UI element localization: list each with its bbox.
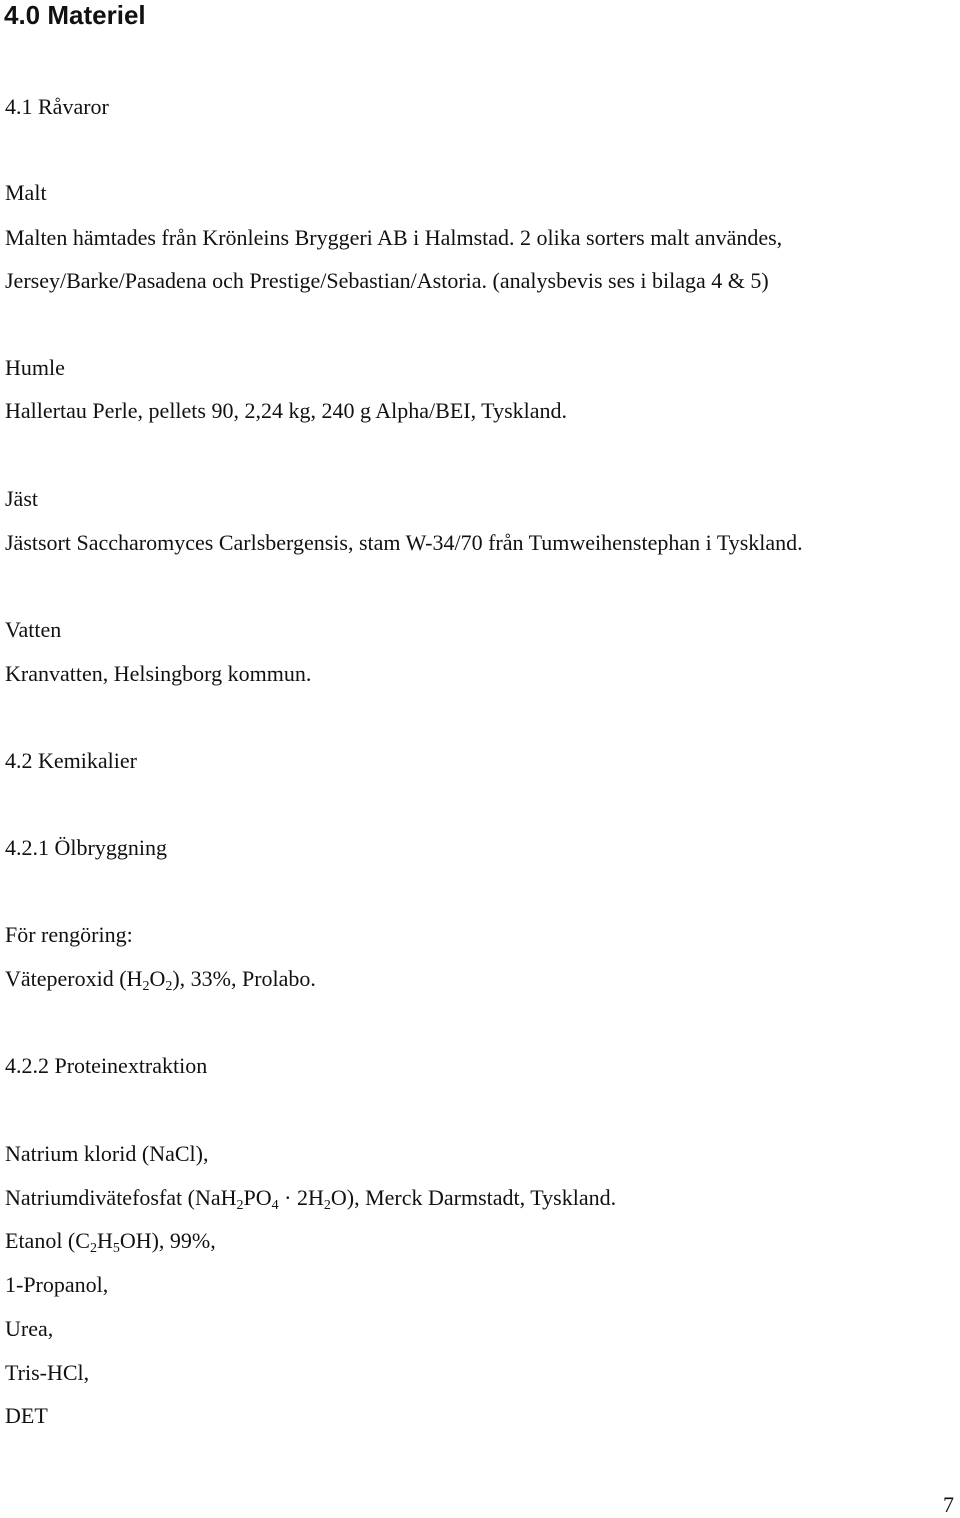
ethanol-text-2: H <box>96 1228 113 1253</box>
h2o2-subscript-b: 2 <box>165 979 173 994</box>
phosphate-subscript-2: 4 <box>271 1198 279 1213</box>
phosphate-subscript-1: 2 <box>236 1198 244 1213</box>
vatten-label: Vatten <box>5 617 62 642</box>
phosphate-text-1: Natriumdivätefosfat (NaH <box>5 1185 237 1210</box>
phosphate-text-2: PO <box>243 1185 272 1210</box>
page-number: 7 <box>943 1492 954 1517</box>
phosphate-text-4: O), Merck Darmstadt, Tyskland. <box>330 1185 617 1210</box>
cleaning-label: För rengöring: <box>5 922 133 947</box>
ethanol-subscript-1: 2 <box>89 1241 97 1256</box>
urea-line: Urea, <box>5 1316 54 1341</box>
tris-hcl-line: Tris-HCl, <box>5 1360 90 1385</box>
phosphate-text-3: · 2H <box>278 1185 324 1210</box>
ethanol-line <box>5 1228 216 1254</box>
h2o2-text-mid: O <box>149 966 166 991</box>
ethanol-text-3: OH), 99%, <box>119 1228 216 1253</box>
phosphate-line <box>5 1185 616 1211</box>
h2o2-subscript-a: 2 <box>142 979 150 994</box>
hydrogen-peroxide-line <box>5 966 316 992</box>
nacl-line: Natrium klorid (NaCl), <box>5 1141 209 1166</box>
phosphate-subscript-3: 2 <box>323 1198 331 1213</box>
subsection-4-2-1-title: 4.2.1 Ölbryggning <box>5 835 167 860</box>
propanol-line: 1-Propanol, <box>5 1272 109 1297</box>
jast-text: Jästsort Saccharomyces Carlsbergensis, stam W-34/70 från Tumweihenstephan i Tyskland. <box>5 530 803 555</box>
section-4-1-title: 4.1 Råvaror <box>5 94 109 119</box>
malt-text-line-2: Jersey/Barke/Pasadena och Prestige/Sebastian/Astoria. (analysbevis ses i bilaga 4 & 5) <box>5 268 769 293</box>
h2o2-text-post: ), 33%, Prolabo. <box>172 966 316 991</box>
malt-text-line-1: Malten hämtades från Krönleins Bryggeri AB i Halmstad. 2 olika sorters malt användes, <box>5 225 783 250</box>
ethanol-text-1: Etanol (C <box>5 1228 90 1253</box>
section-4-2-title: 4.2 Kemikalier <box>5 748 137 773</box>
jast-label: Jäst <box>5 486 38 511</box>
vatten-text: Kranvatten, Helsingborg kommun. <box>5 661 312 686</box>
humle-text: Hallertau Perle, pellets 90, 2,24 kg, 240 g Alpha/BEI, Tyskland. <box>5 398 568 423</box>
malt-label: Malt <box>5 180 47 205</box>
det-line: DET <box>5 1403 48 1428</box>
h2o2-text-pre: Väteperoxid (H <box>5 966 143 991</box>
main-heading: 4.0 Materiel <box>4 0 146 30</box>
ethanol-subscript-2: 5 <box>112 1241 120 1256</box>
subsection-4-2-2-title: 4.2.2 Proteinextraktion <box>5 1053 208 1078</box>
humle-label: Humle <box>5 355 65 380</box>
